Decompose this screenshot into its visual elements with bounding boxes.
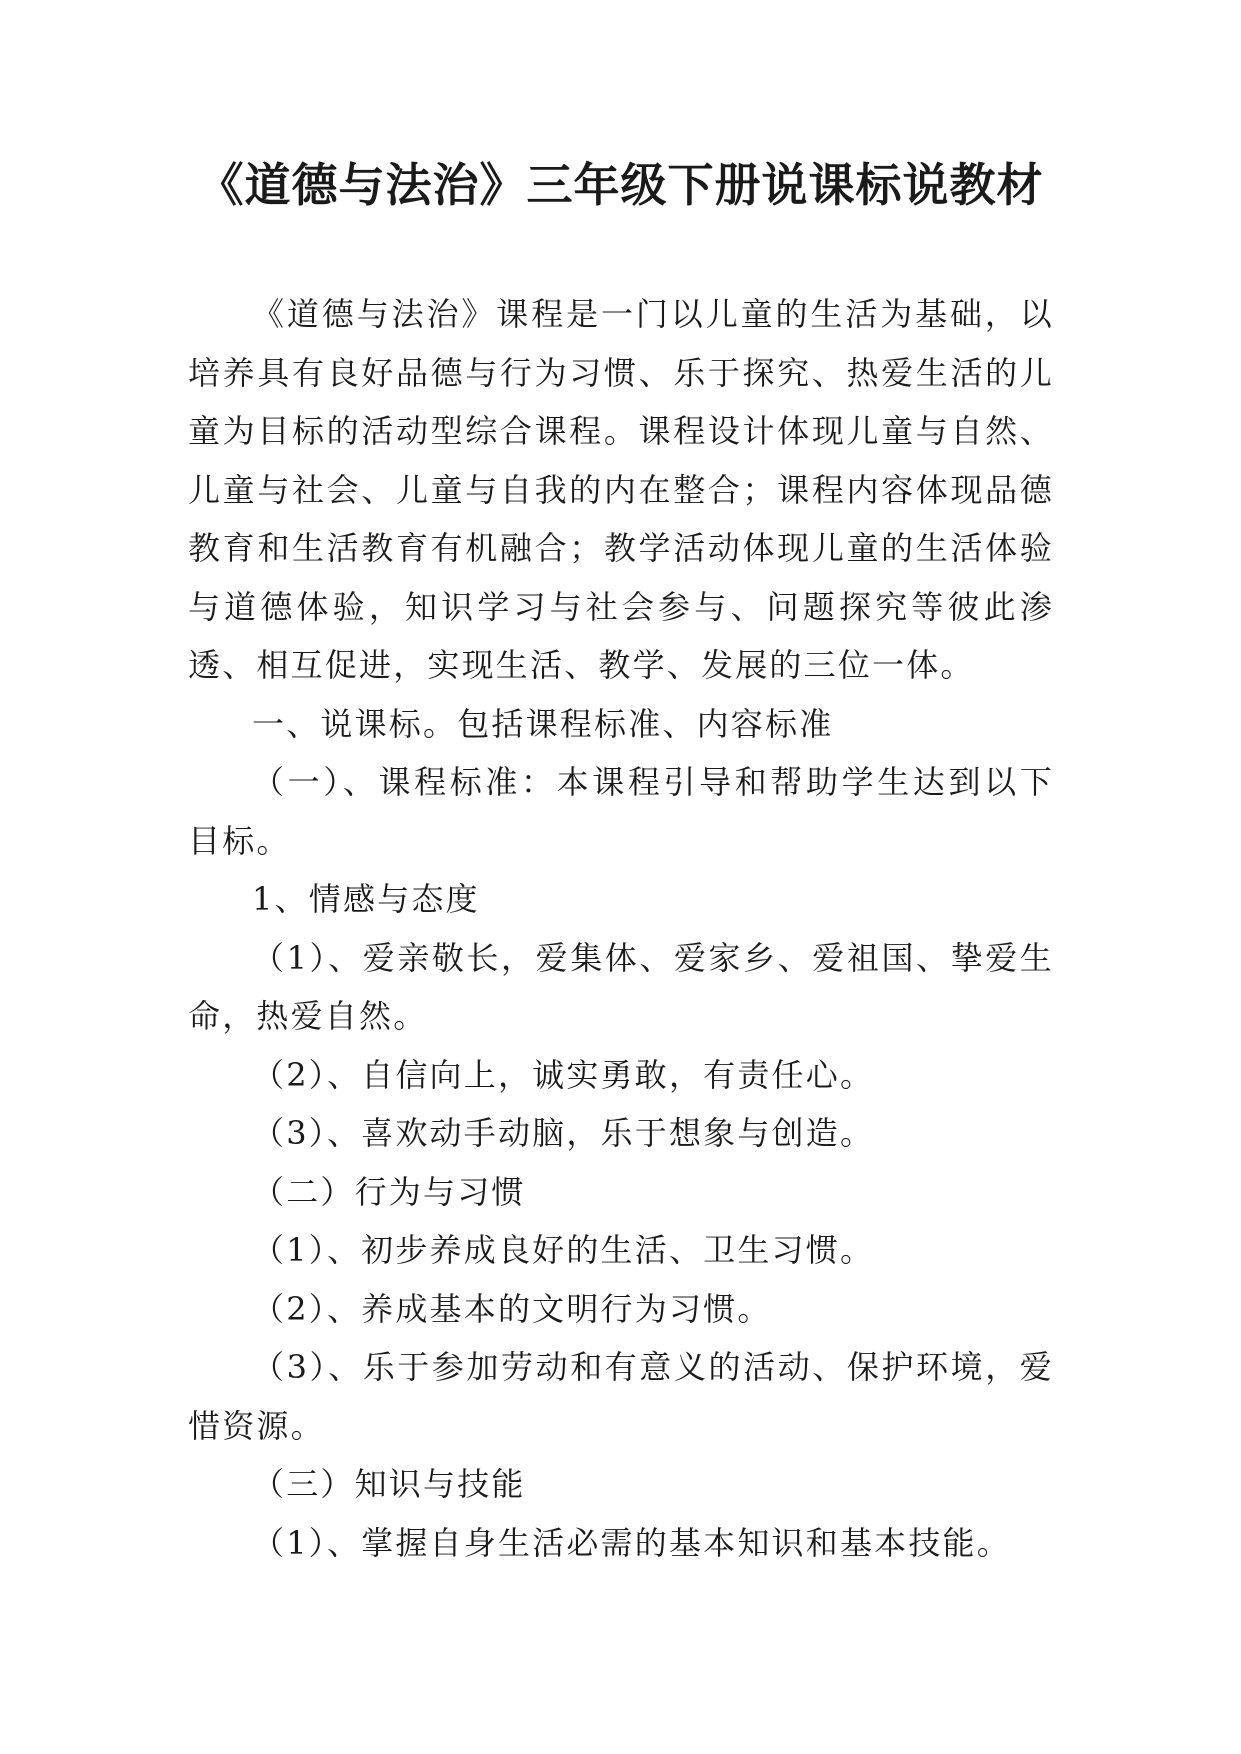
list-item: （1）、初步养成良好的生活、卫生习惯。 [252, 1231, 875, 1269]
list-item: （1）、掌握自身生活必需的基本知识和基本技能。 [252, 1523, 1011, 1562]
subsection-heading: （二）行为与习惯 [252, 1172, 526, 1211]
list-item: （3）、喜欢动手动脑，乐于想象与创造。 [252, 1114, 875, 1152]
intro-paragraph: 《道德与法治》课程是一门以儿童的生活为基础，以培养具有良好品德与行为习惯、乐于探究、热爱生活的儿童为目标的活动型综合课程。课程设计体现儿童与自然、儿童与社会、儿童与自我的内在整合；课程内容体现品德教育和生活教育有机融合；教学活动体现儿童的生活体验与道德体验，知识学习与社会参与、问题探究等彼此渗透、相互促进，实现生活、教学、发展的三位一体。 [188, 295, 1054, 684]
numbered-heading: 1、情感与态度 [252, 880, 480, 918]
document-body [188, 285, 1054, 1572]
list-item: （2）、自信向上，诚实勇敢，有责任心。 [252, 1055, 875, 1094]
subsection-heading: （一）、课程标准：本课程引导和帮助学生达到以下目标。 [188, 763, 1054, 860]
list-item: （3）、乐于参加劳动和有意义的活动、保护环境，爱惜资源。 [188, 1348, 1054, 1445]
document-title: 《道德与法治》三年级下册说课标说教材 [197, 158, 1044, 212]
list-item: （2）、养成基本的文明行为习惯。 [252, 1289, 772, 1328]
section-heading: 一、说课标。包括课程标准、内容标准 [252, 704, 834, 743]
subsection-heading: （三）知识与技能 [252, 1465, 526, 1503]
list-item: （1）、爱亲敬长，爱集体、爱家乡、爱祖国、挚爱生命，热爱自然。 [188, 938, 1054, 1035]
